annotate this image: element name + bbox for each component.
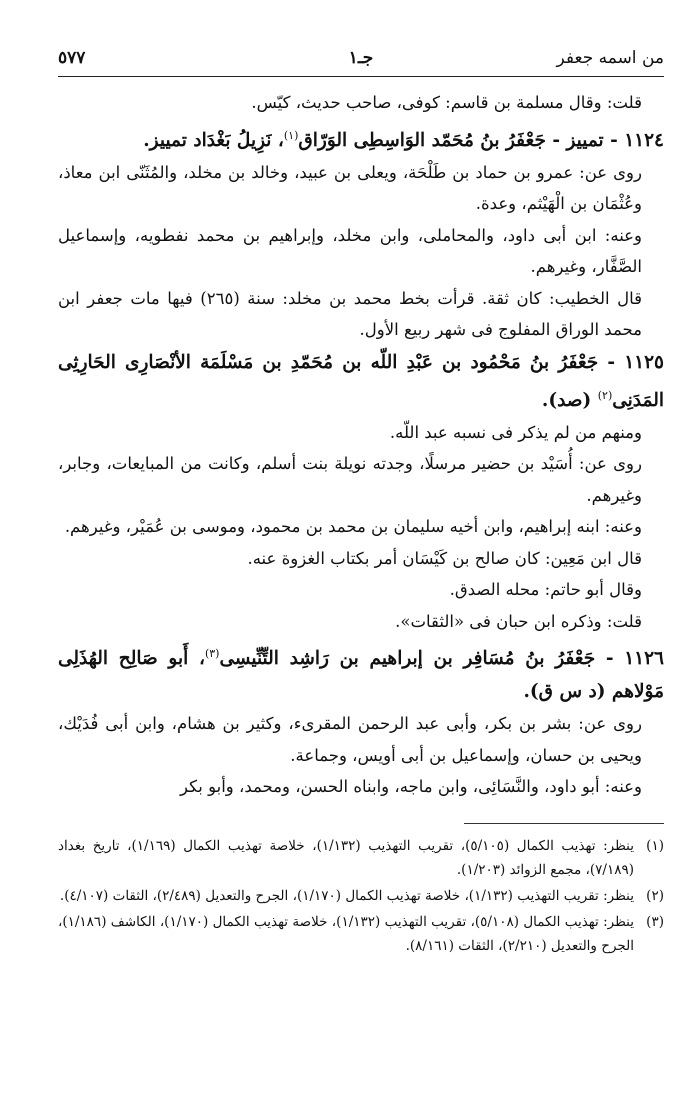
- footnote: [58, 910, 664, 958]
- footnotes: [58, 834, 664, 958]
- footnote-text: ينظر: تهذيب الكمال (٥/١٠٨)، تقريب التهذيب (١/١٣٢)، خلاصة تهذيب الكمال (١/١٧٠)، الكاشف (١/١٨٦)، الجرح والتعديل (٢/٢١٠)، الثقات (٨/١٦١).: [58, 913, 634, 954]
- entry-tail: ، نَزِيلُ بَغْدَاد تمييز.: [143, 129, 284, 151]
- text-paragraph: روى عن: أُسَيْد بن حضير مرسلًا، وجدته نويلة بنت أسلم، وكانت من المبايعات، وجابر، وغيرهم.: [58, 454, 642, 505]
- footnote: [58, 834, 664, 882]
- volume-marker: جـ١: [348, 48, 374, 68]
- entry-name: ١١٢٥ - جَعْفَرُ بنُ مَحْمُود بن عَبْدِ اللّه بن مُحَمّدِ بن مَسْلَمَة الأنْصَارِى الحَارِثِى المَدَنِى: [58, 351, 664, 411]
- footnote-number: (٣): [646, 913, 664, 930]
- biography-entry-heading: [58, 119, 664, 157]
- text-paragraph: وعنه: ابن أبى داود، والمحاملى، وابن مخلد، وإبراهيم بن محمد نفطويه، وإسماعيل الصَّفَّار، وغيرهم.: [58, 225, 642, 277]
- footnote-number: (١): [646, 837, 664, 854]
- page-header: [58, 36, 664, 77]
- footnote: [58, 884, 664, 908]
- footnote-ref: (١): [283, 128, 299, 142]
- entry-tail: ، أَبو صَالِح الهُذَلِى مَوْلاهم (د س ق).: [58, 648, 664, 703]
- text-paragraph: روى عن: عمرو بن حماد بن طَلْحَة، ويعلى بن عبيد، وخالد بن مخلد، والمُثَنّى ابن معاذ، وعُثْمَان بن الْهَيْثم، وعدة.: [58, 162, 642, 214]
- entry-tail: (صد).: [541, 389, 598, 411]
- running-title: من اسمه جعفر: [556, 48, 664, 68]
- footnote-ref: (٣): [204, 647, 220, 661]
- entry-name: ١١٢٤ - تمييز - جَعْفَرُ بنُ مُحَمّد الوَاسِطِى الوَرّاق: [298, 129, 664, 151]
- text-paragraph: وعنه: ابنه إبراهيم، وابن أخيه سليمان بن محمد بن محمود، وموسى بن عُمَيْر، وغيرهم.: [64, 517, 642, 537]
- biography-entry-heading: [58, 637, 664, 708]
- book-page: [58, 36, 664, 1076]
- footnote-text: ينظر: تهذيب الكمال (٥/١٠٥)، تقريب التهذيب (١/١٣٢)، خلاصة تهذيب الكمال (١/١٦٩)، تاريخ بغداد (٧/١٨٩)، مجمع الزوائد (١/٢٠٣).: [58, 837, 635, 878]
- text-paragraph: ومنهم من لم يذكر فى نسبه عبد اللّه.: [389, 422, 642, 442]
- footnote-ref: (٢): [597, 388, 613, 402]
- footnote-separator: [464, 823, 664, 824]
- biography-entry-heading: [58, 346, 664, 417]
- text-paragraph: قال الخطيب: كان ثقة. قرأت بخط محمد بن مخلد: سنة (٢٦٥) فيها مات جعفر ابن محمد الوراق المفلوج فى شهر ربيع الأول.: [58, 288, 642, 340]
- text-paragraph: قلت: وذكره ابن حبان فى «الثقات».: [395, 611, 642, 631]
- page-number: ٥٧٧: [58, 48, 86, 68]
- text-paragraph: وقال أبو حاتم: محله الصدق.: [449, 580, 642, 600]
- footnote-number: (٢): [646, 887, 664, 904]
- text-paragraph: روى عن: بشر بن بكر، وأبى عبد الرحمن المقرىء، وكثير بن هشام، وابن أبى فُدَيْك، ويحيى بن حسان، وإسماعيل بن أبى أويس، وجماعة.: [58, 714, 642, 765]
- entry-name: ١١٢٦ - جَعْفَرُ بنُ مُسَافِر بن إبراهيم بن رَاشِد التِّنِّيسِى: [219, 648, 664, 670]
- main-text: [58, 87, 664, 803]
- text-paragraph: قال ابن مَعِين: كان صالح بن كَيْسَان أمر بكتاب الغزوة عنه.: [247, 548, 642, 568]
- text-paragraph: وعنه: أبو داود، والنَّسَائِى، وابن ماجه، وابناه الحسن، ومحمد، وأبو بكر: [180, 777, 642, 797]
- text-paragraph: قلت: وقال مسلمة بن قاسم: كوفى، صاحب حديث، كيّس.: [251, 93, 642, 112]
- footnote-text: ينظر: تقريب التهذيب (١/١٣٢)، خلاصة تهذيب الكمال (١/١٧٠)، الجرح والتعديل (٢/٤٨٩)، الثقات (٤/١٠٧).: [59, 887, 634, 904]
